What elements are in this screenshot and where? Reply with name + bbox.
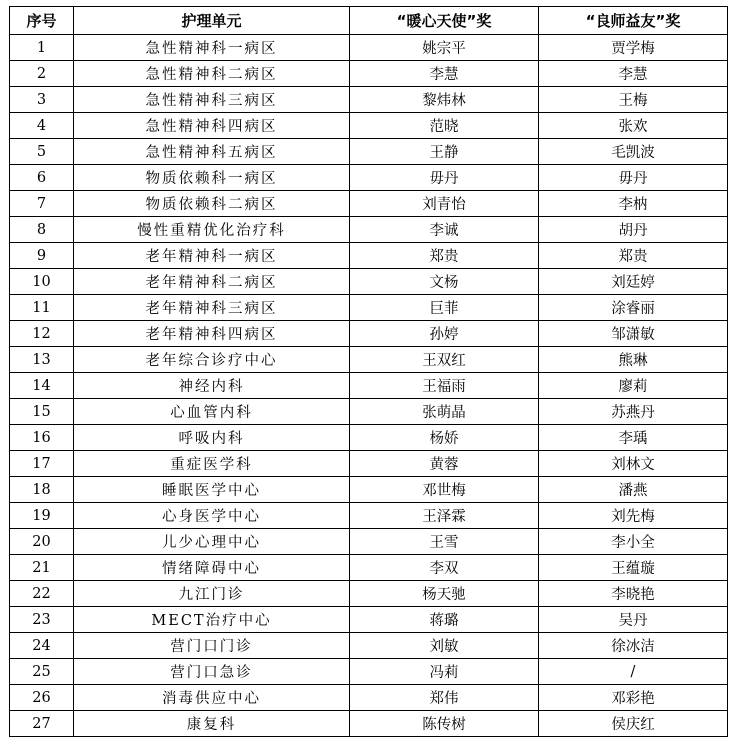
mentor-award-cell: 李晓艳 — [539, 581, 728, 607]
warm-angel-award-cell: 王福雨 — [350, 373, 539, 399]
nursing-unit-cell: 情绪障碍中心 — [74, 555, 350, 581]
table-row — [10, 61, 728, 87]
mentor-award-cell: 刘林文 — [539, 451, 728, 477]
table-row — [10, 165, 728, 191]
warm-angel-award-cell: 刘敏 — [350, 633, 539, 659]
serial-number-cell: 2 — [10, 61, 74, 87]
table-header — [10, 7, 728, 35]
nursing-unit-cell: 急性精神科五病区 — [74, 139, 350, 165]
table-row — [10, 347, 728, 373]
mentor-award-cell: 潘燕 — [539, 477, 728, 503]
warm-angel-award-cell: 郑伟 — [350, 685, 539, 711]
warm-angel-award-cell: 杨娇 — [350, 425, 539, 451]
serial-number-cell: 6 — [10, 165, 74, 191]
mentor-award-cell: 李小全 — [539, 529, 728, 555]
mentor-award-cell: 侯庆红 — [539, 711, 728, 737]
mentor-award-cell: 涂睿丽 — [539, 295, 728, 321]
mentor-award-cell: / — [539, 659, 728, 685]
nursing-unit-cell: 老年精神科三病区 — [74, 295, 350, 321]
warm-angel-award-cell: 李双 — [350, 555, 539, 581]
nursing-unit-cell: 老年综合诊疗中心 — [74, 347, 350, 373]
mentor-award-cell: 李慧 — [539, 61, 728, 87]
serial-number-cell: 9 — [10, 243, 74, 269]
table-row — [10, 191, 728, 217]
nursing-unit-cell: 营门口门诊 — [74, 633, 350, 659]
header-serial-number: 序号 — [10, 7, 74, 35]
nursing-unit-cell: 重症医学科 — [74, 451, 350, 477]
table-row — [10, 295, 728, 321]
mentor-award-cell: 毋丹 — [539, 165, 728, 191]
warm-angel-award-cell: 孙婷 — [350, 321, 539, 347]
table-body — [10, 35, 728, 737]
awards-document — [9, 6, 727, 737]
table-row — [10, 633, 728, 659]
warm-angel-award-cell: 邓世梅 — [350, 477, 539, 503]
table-row — [10, 659, 728, 685]
mentor-award-cell: 邓彩艳 — [539, 685, 728, 711]
table-row — [10, 373, 728, 399]
table-row — [10, 451, 728, 477]
mentor-award-cell: 王梅 — [539, 87, 728, 113]
nursing-unit-cell: 物质依赖科一病区 — [74, 165, 350, 191]
nursing-unit-cell: 营门口急诊 — [74, 659, 350, 685]
serial-number-cell: 11 — [10, 295, 74, 321]
mentor-award-cell: 郑贵 — [539, 243, 728, 269]
nursing-unit-cell: MECT治疗中心 — [74, 607, 350, 633]
serial-number-cell: 25 — [10, 659, 74, 685]
nursing-unit-cell: 老年精神科四病区 — [74, 321, 350, 347]
warm-angel-award-cell: 巨菲 — [350, 295, 539, 321]
serial-number-cell: 18 — [10, 477, 74, 503]
warm-angel-award-cell: 李慧 — [350, 61, 539, 87]
nursing-unit-cell: 慢性重精优化治疗科 — [74, 217, 350, 243]
serial-number-cell: 14 — [10, 373, 74, 399]
serial-number-cell: 8 — [10, 217, 74, 243]
table-row — [10, 321, 728, 347]
warm-angel-award-cell: 蒋璐 — [350, 607, 539, 633]
mentor-award-cell: 王蕴璇 — [539, 555, 728, 581]
nursing-unit-cell: 急性精神科四病区 — [74, 113, 350, 139]
warm-angel-award-cell: 王泽霖 — [350, 503, 539, 529]
nursing-unit-cell: 心身医学中心 — [74, 503, 350, 529]
serial-number-cell: 16 — [10, 425, 74, 451]
warm-angel-award-cell: 王雪 — [350, 529, 539, 555]
header-nursing-unit: 护理单元 — [74, 7, 350, 35]
serial-number-cell: 12 — [10, 321, 74, 347]
table-row — [10, 477, 728, 503]
mentor-award-cell: 廖莉 — [539, 373, 728, 399]
serial-number-cell: 3 — [10, 87, 74, 113]
nursing-unit-cell: 神经内科 — [74, 373, 350, 399]
serial-number-cell: 15 — [10, 399, 74, 425]
warm-angel-award-cell: 文杨 — [350, 269, 539, 295]
table-row — [10, 217, 728, 243]
table-row — [10, 87, 728, 113]
table-row — [10, 685, 728, 711]
warm-angel-award-cell: 毋丹 — [350, 165, 539, 191]
nursing-unit-cell: 急性精神科一病区 — [74, 35, 350, 61]
serial-number-cell: 13 — [10, 347, 74, 373]
table-row — [10, 425, 728, 451]
nursing-unit-cell: 急性精神科二病区 — [74, 61, 350, 87]
table-row — [10, 711, 728, 737]
mentor-award-cell: 徐冰洁 — [539, 633, 728, 659]
mentor-award-cell: 李枘 — [539, 191, 728, 217]
nursing-unit-cell: 呼吸内科 — [74, 425, 350, 451]
table-row — [10, 529, 728, 555]
serial-number-cell: 26 — [10, 685, 74, 711]
serial-number-cell: 4 — [10, 113, 74, 139]
mentor-award-cell: 刘廷婷 — [539, 269, 728, 295]
serial-number-cell: 23 — [10, 607, 74, 633]
mentor-award-cell: 张欢 — [539, 113, 728, 139]
warm-angel-award-cell: 杨天驰 — [350, 581, 539, 607]
nursing-unit-cell: 物质依赖科二病区 — [74, 191, 350, 217]
serial-number-cell: 22 — [10, 581, 74, 607]
table-row — [10, 555, 728, 581]
table-row — [10, 607, 728, 633]
nursing-unit-cell: 消毒供应中心 — [74, 685, 350, 711]
mentor-award-cell: 苏燕丹 — [539, 399, 728, 425]
serial-number-cell: 27 — [10, 711, 74, 737]
mentor-award-cell: 刘先梅 — [539, 503, 728, 529]
table-row — [10, 269, 728, 295]
table-row — [10, 399, 728, 425]
table-row — [10, 243, 728, 269]
table-row — [10, 581, 728, 607]
nursing-unit-cell: 老年精神科一病区 — [74, 243, 350, 269]
warm-angel-award-cell: 姚宗平 — [350, 35, 539, 61]
nursing-unit-cell: 老年精神科二病区 — [74, 269, 350, 295]
table-row — [10, 503, 728, 529]
warm-angel-award-cell: 范晓 — [350, 113, 539, 139]
mentor-award-cell: 熊琳 — [539, 347, 728, 373]
warm-angel-award-cell: 张萌晶 — [350, 399, 539, 425]
mentor-award-cell: 吴丹 — [539, 607, 728, 633]
warm-angel-award-cell: 王静 — [350, 139, 539, 165]
serial-number-cell: 1 — [10, 35, 74, 61]
mentor-award-cell: 李瑀 — [539, 425, 728, 451]
nursing-unit-cell: 心血管内科 — [74, 399, 350, 425]
table-row — [10, 113, 728, 139]
warm-angel-award-cell: 陈传树 — [350, 711, 539, 737]
nursing-unit-cell: 儿少心理中心 — [74, 529, 350, 555]
serial-number-cell: 19 — [10, 503, 74, 529]
serial-number-cell: 17 — [10, 451, 74, 477]
serial-number-cell: 5 — [10, 139, 74, 165]
header-warm-angel-award: “暖心天使”奖 — [350, 7, 539, 35]
nursing-unit-cell: 康复科 — [74, 711, 350, 737]
serial-number-cell: 21 — [10, 555, 74, 581]
serial-number-cell: 7 — [10, 191, 74, 217]
awards-table — [9, 6, 728, 737]
warm-angel-award-cell: 刘青怡 — [350, 191, 539, 217]
warm-angel-award-cell: 王双红 — [350, 347, 539, 373]
header-mentor-award: “良师益友”奖 — [539, 7, 728, 35]
warm-angel-award-cell: 冯莉 — [350, 659, 539, 685]
serial-number-cell: 10 — [10, 269, 74, 295]
warm-angel-award-cell: 李诚 — [350, 217, 539, 243]
table-row — [10, 139, 728, 165]
nursing-unit-cell: 急性精神科三病区 — [74, 87, 350, 113]
warm-angel-award-cell: 郑贵 — [350, 243, 539, 269]
serial-number-cell: 24 — [10, 633, 74, 659]
table-row — [10, 35, 728, 61]
warm-angel-award-cell: 黄蓉 — [350, 451, 539, 477]
nursing-unit-cell: 睡眠医学中心 — [74, 477, 350, 503]
mentor-award-cell: 胡丹 — [539, 217, 728, 243]
mentor-award-cell: 贾学梅 — [539, 35, 728, 61]
mentor-award-cell: 毛凯波 — [539, 139, 728, 165]
header-row — [10, 7, 728, 35]
nursing-unit-cell: 九江门诊 — [74, 581, 350, 607]
serial-number-cell: 20 — [10, 529, 74, 555]
warm-angel-award-cell: 黎炜林 — [350, 87, 539, 113]
mentor-award-cell: 邹潇敏 — [539, 321, 728, 347]
